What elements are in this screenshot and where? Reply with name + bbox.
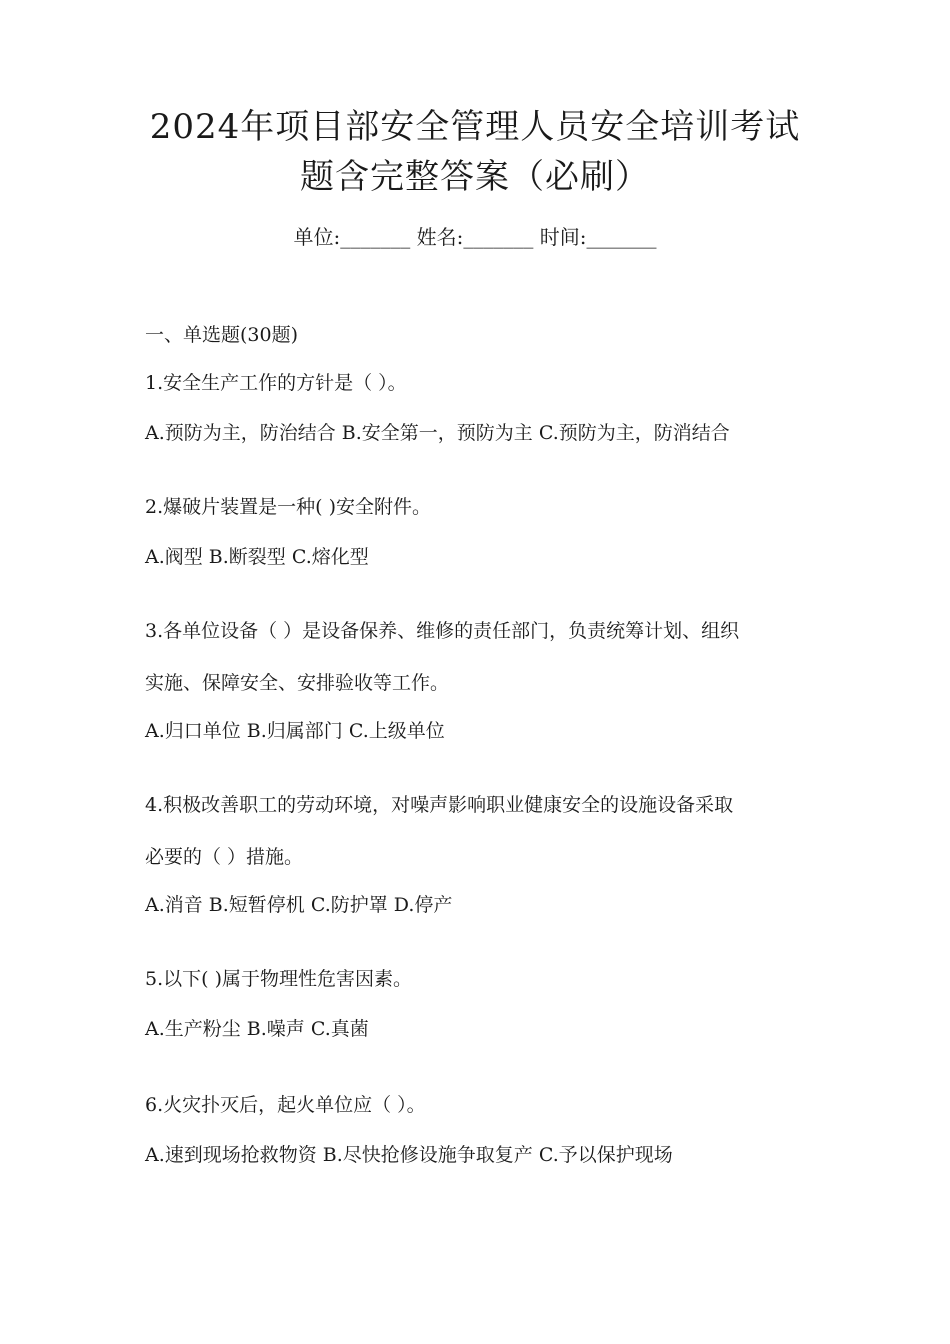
question-options: A.阀型 B.断裂型 C.熔化型 bbox=[145, 546, 369, 568]
question-stem: 3.各单位设备（ ）是设备保养、维修的责任部门，负责统筹计划、组织 bbox=[145, 620, 740, 642]
question-stem-continued: 实施、保障安全、安排验收等工作。 bbox=[145, 672, 450, 694]
question-stem: 1.安全生产工作的方针是（ ）。 bbox=[145, 372, 407, 394]
question-stem: 2.爆破片装置是一种( )安全附件。 bbox=[145, 496, 431, 518]
question-options: A.归口单位 B.归属部门 C.上级单位 bbox=[145, 720, 445, 742]
document-title-line-2: 题含完整答案（必刷） bbox=[300, 157, 650, 197]
question-options: A.速到现场抢救物资 B.尽快抢修设施争取复产 C.予以保护现场 bbox=[145, 1144, 673, 1166]
document-title-line-1: 2024年项目部安全管理人员安全培训考试 bbox=[149, 107, 801, 147]
question-options: A.生产粉尘 B.噪声 C.真菌 bbox=[145, 1018, 369, 1040]
question-options: A.消音 B.短暂停机 C.防护罩 D.停产 bbox=[145, 894, 453, 916]
question-options: A.预防为主，防治结合 B.安全第一，预防为主 C.预防为主，防消结合 bbox=[145, 422, 730, 444]
question-stem: 6.火灾扑灭后，起火单位应（ ）。 bbox=[145, 1094, 426, 1116]
question-stem: 4.积极改善职工的劳动环境，对噪声影响职业健康安全的设施设备采取 bbox=[145, 794, 734, 816]
exam-info-fields: 单位:_______ 姓名:_______ 时间:_______ bbox=[293, 225, 657, 249]
question-stem-continued: 必要的（ ）措施。 bbox=[145, 846, 304, 868]
section-heading: 一、单选题(30题) bbox=[145, 324, 299, 346]
question-stem: 5.以下( )属于物理性危害因素。 bbox=[145, 968, 412, 990]
